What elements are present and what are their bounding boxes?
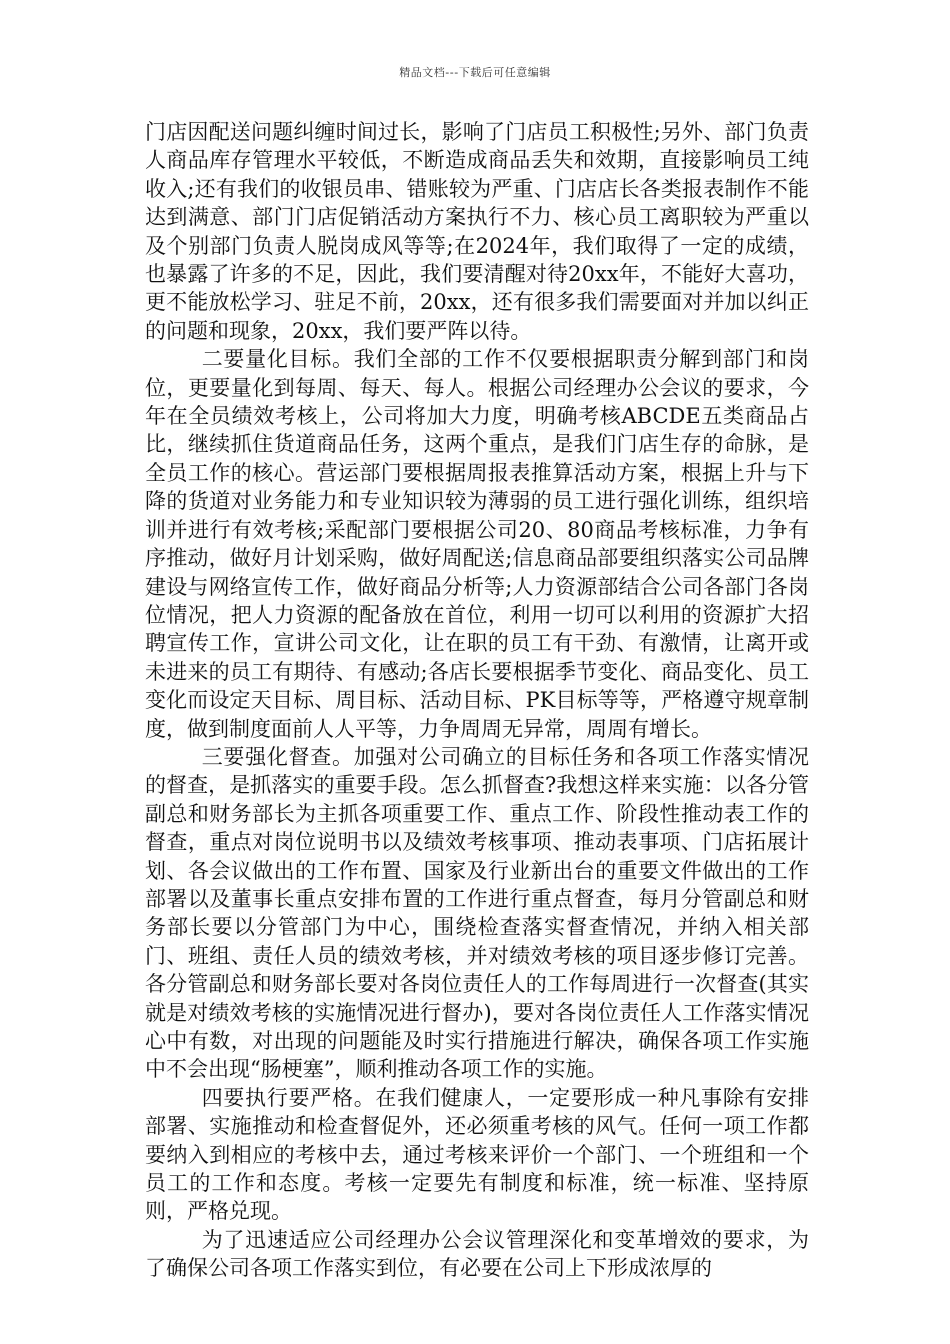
paragraph-strict-execution: 四要执行要严格。在我们健康人，一定要形成一种凡事除有安排部署、实施推动和检查督促外，还必须重考核的风气。任何一项工作都要纳入到相应的考核中去，通过考核来评价一个部门、一个班组和一个员工的工作和态度。考核一定要先有制度和标准，统一标准、坚持原则，严格兑现。 xyxy=(145,1085,809,1224)
paragraph-adapt-requirements: 为了迅速适应公司经理办公会议管理深化和变革增效的要求，为了确保公司各项工作落实到位，有必要在公司上下形成浓厚的 xyxy=(145,1227,809,1281)
paragraph-quantify-goals: 二要量化目标。我们全部的工作不仅要根据职责分解到部门和岗位，更要量化到每周、每天、每人。根据公司经理办公会议的要求，今年在全员绩效考核上，公司将加大力度，明确考核ABCDE五类商品占比，继续抓住货道商品任务，这两个重点，是我们门店生存的命脉，是全员工作的核心。营运部门要根据周报表推算活动方案，根据上升与下降的货道对业务能力和专业知识较为薄弱的员工进行强化训练，组织培训并进行有效考核;采配部门要根据公司20、80商品考核标准，力争有序推动，做好月计划采购，做好周配送;信息商品部要组织落实公司品牌建设与网络宣传工作，做好商品分析等;人力资源部结合公司各部门各岗位情况，把人力资源的配备放在首位，利用一切可以利用的资源扩大招聘宣传工作，宣讲公司文化，让在职的员工有干劲、有激情，让离开或未进来的员工有期待、有感动;各店长要根据季节变化、商品变化、员工变化而设定天目标、周目标、活动目标、PK目标等等，严格遵守规章制度，做到制度面前人人平等，力争周周无异常，周周有增长。 xyxy=(145,347,809,741)
paragraph-strengthen-supervision: 三要强化督查。加强对公司确立的目标任务和各项工作落实情况的督查，是抓落实的重要手段。怎么抓督查?我想这样来实施：以各分管副总和财务部长为主抓各项重要工作、重点工作、阶段性推动表工作的督查，重点对岗位说明书以及绩效考核事项、推动表事项、门店拓展计划、各会议做出的工作布置、国家及行业新出台的重要文件做出的工作部署以及董事长重点安排布置的工作进行重点督查，每月分管副总和财务部长要以分管部门为中心，围绕检查落实督查情况，并纳入相关部门、班组、责任人员的绩效考核，并对绩效考核的项目逐步修订完善。各分管副总和财务部长要对各岗位责任人的工作每周进行一次督查(其实就是对绩效考核的实施情况进行督办)，要对各岗位责任人工作落实情况心中有数，对出现的问题能及时实行措施进行解决，确保各项工作实施中不会出现“肠梗塞”，顺利推动各项工作的实施。 xyxy=(145,744,809,1082)
paragraph-continuation: 门店因配送问题纠缠时间过长，影响了门店员工积极性;另外、部门负责人商品库存管理水平较低，不断造成商品丢失和效期，直接影响员工纯收入;还有我们的收银员串、错账较为严重、门店店长各类报表制作不能达到满意、部门门店促销活动方案执行不力、核心员工离职较为严重以及个别部门负责人脱岗成风等等;在2024年，我们取得了一定的成绩，也暴露了许多的不足，因此，我们要清醒对待20xx年，不能好大喜功，更不能放松学习、驻足不前，20xx，还有很多我们需要面对并加以纠正的问题和现象，20xx，我们要严阵以待。 xyxy=(145,120,809,343)
document-body xyxy=(145,118,809,1283)
page-header: 精品文档---下载后可任意编辑 xyxy=(399,66,551,79)
